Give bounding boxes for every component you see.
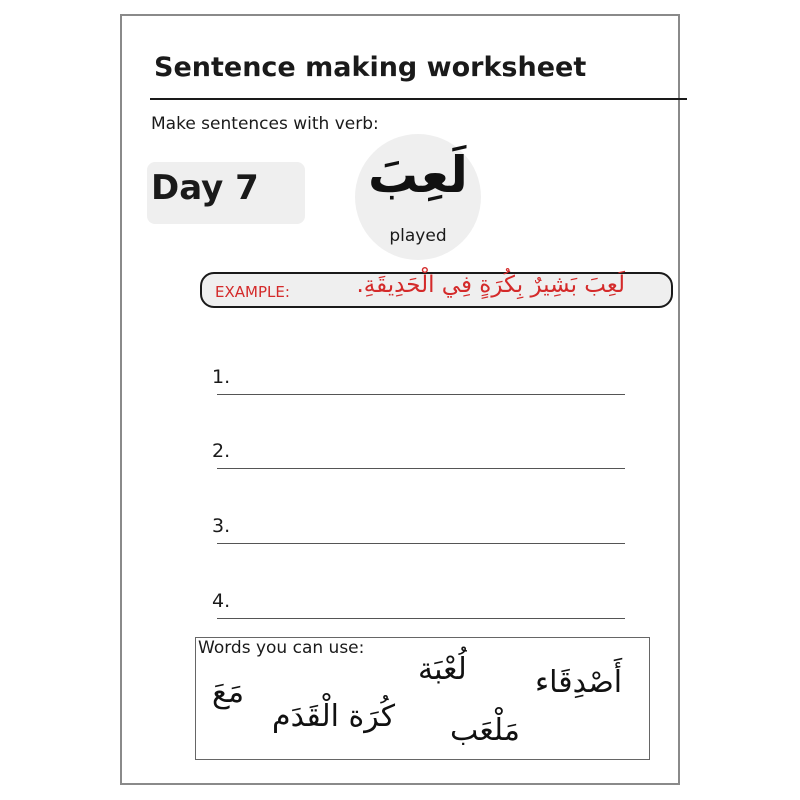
example-label: EXAMPLE: — [215, 283, 290, 301]
word-bank-item: لُعْبَة — [418, 652, 467, 687]
word-bank-label: Words you can use: — [198, 638, 365, 658]
line-number: 3. — [212, 515, 231, 537]
verb-arabic: لَعِبَ — [368, 146, 468, 204]
writing-line[interactable] — [217, 468, 625, 469]
word-bank-item: مَلْعَب — [450, 713, 520, 748]
writing-line[interactable] — [217, 394, 625, 395]
title-divider — [150, 98, 687, 100]
word-bank-item: كُرَة الْقَدَم — [272, 699, 396, 734]
word-bank-item: مَعَ — [212, 675, 245, 710]
line-number: 1. — [212, 366, 231, 388]
day-label: Day 7 — [151, 168, 259, 208]
line-number: 4. — [212, 590, 231, 612]
verb-meaning: played — [389, 226, 447, 246]
instruction-text: Make sentences with verb: — [151, 114, 379, 134]
page-title: Sentence making worksheet — [154, 52, 587, 83]
line-number: 2. — [212, 440, 231, 462]
writing-line[interactable] — [217, 618, 625, 619]
writing-line[interactable] — [217, 543, 625, 544]
word-bank-item: أَصْدِقَاء — [535, 665, 623, 700]
example-sentence: لَعِبَ بَشِيرٌ بِكُرَةٍ فِي الْحَدِيقَةِ. — [356, 272, 625, 298]
